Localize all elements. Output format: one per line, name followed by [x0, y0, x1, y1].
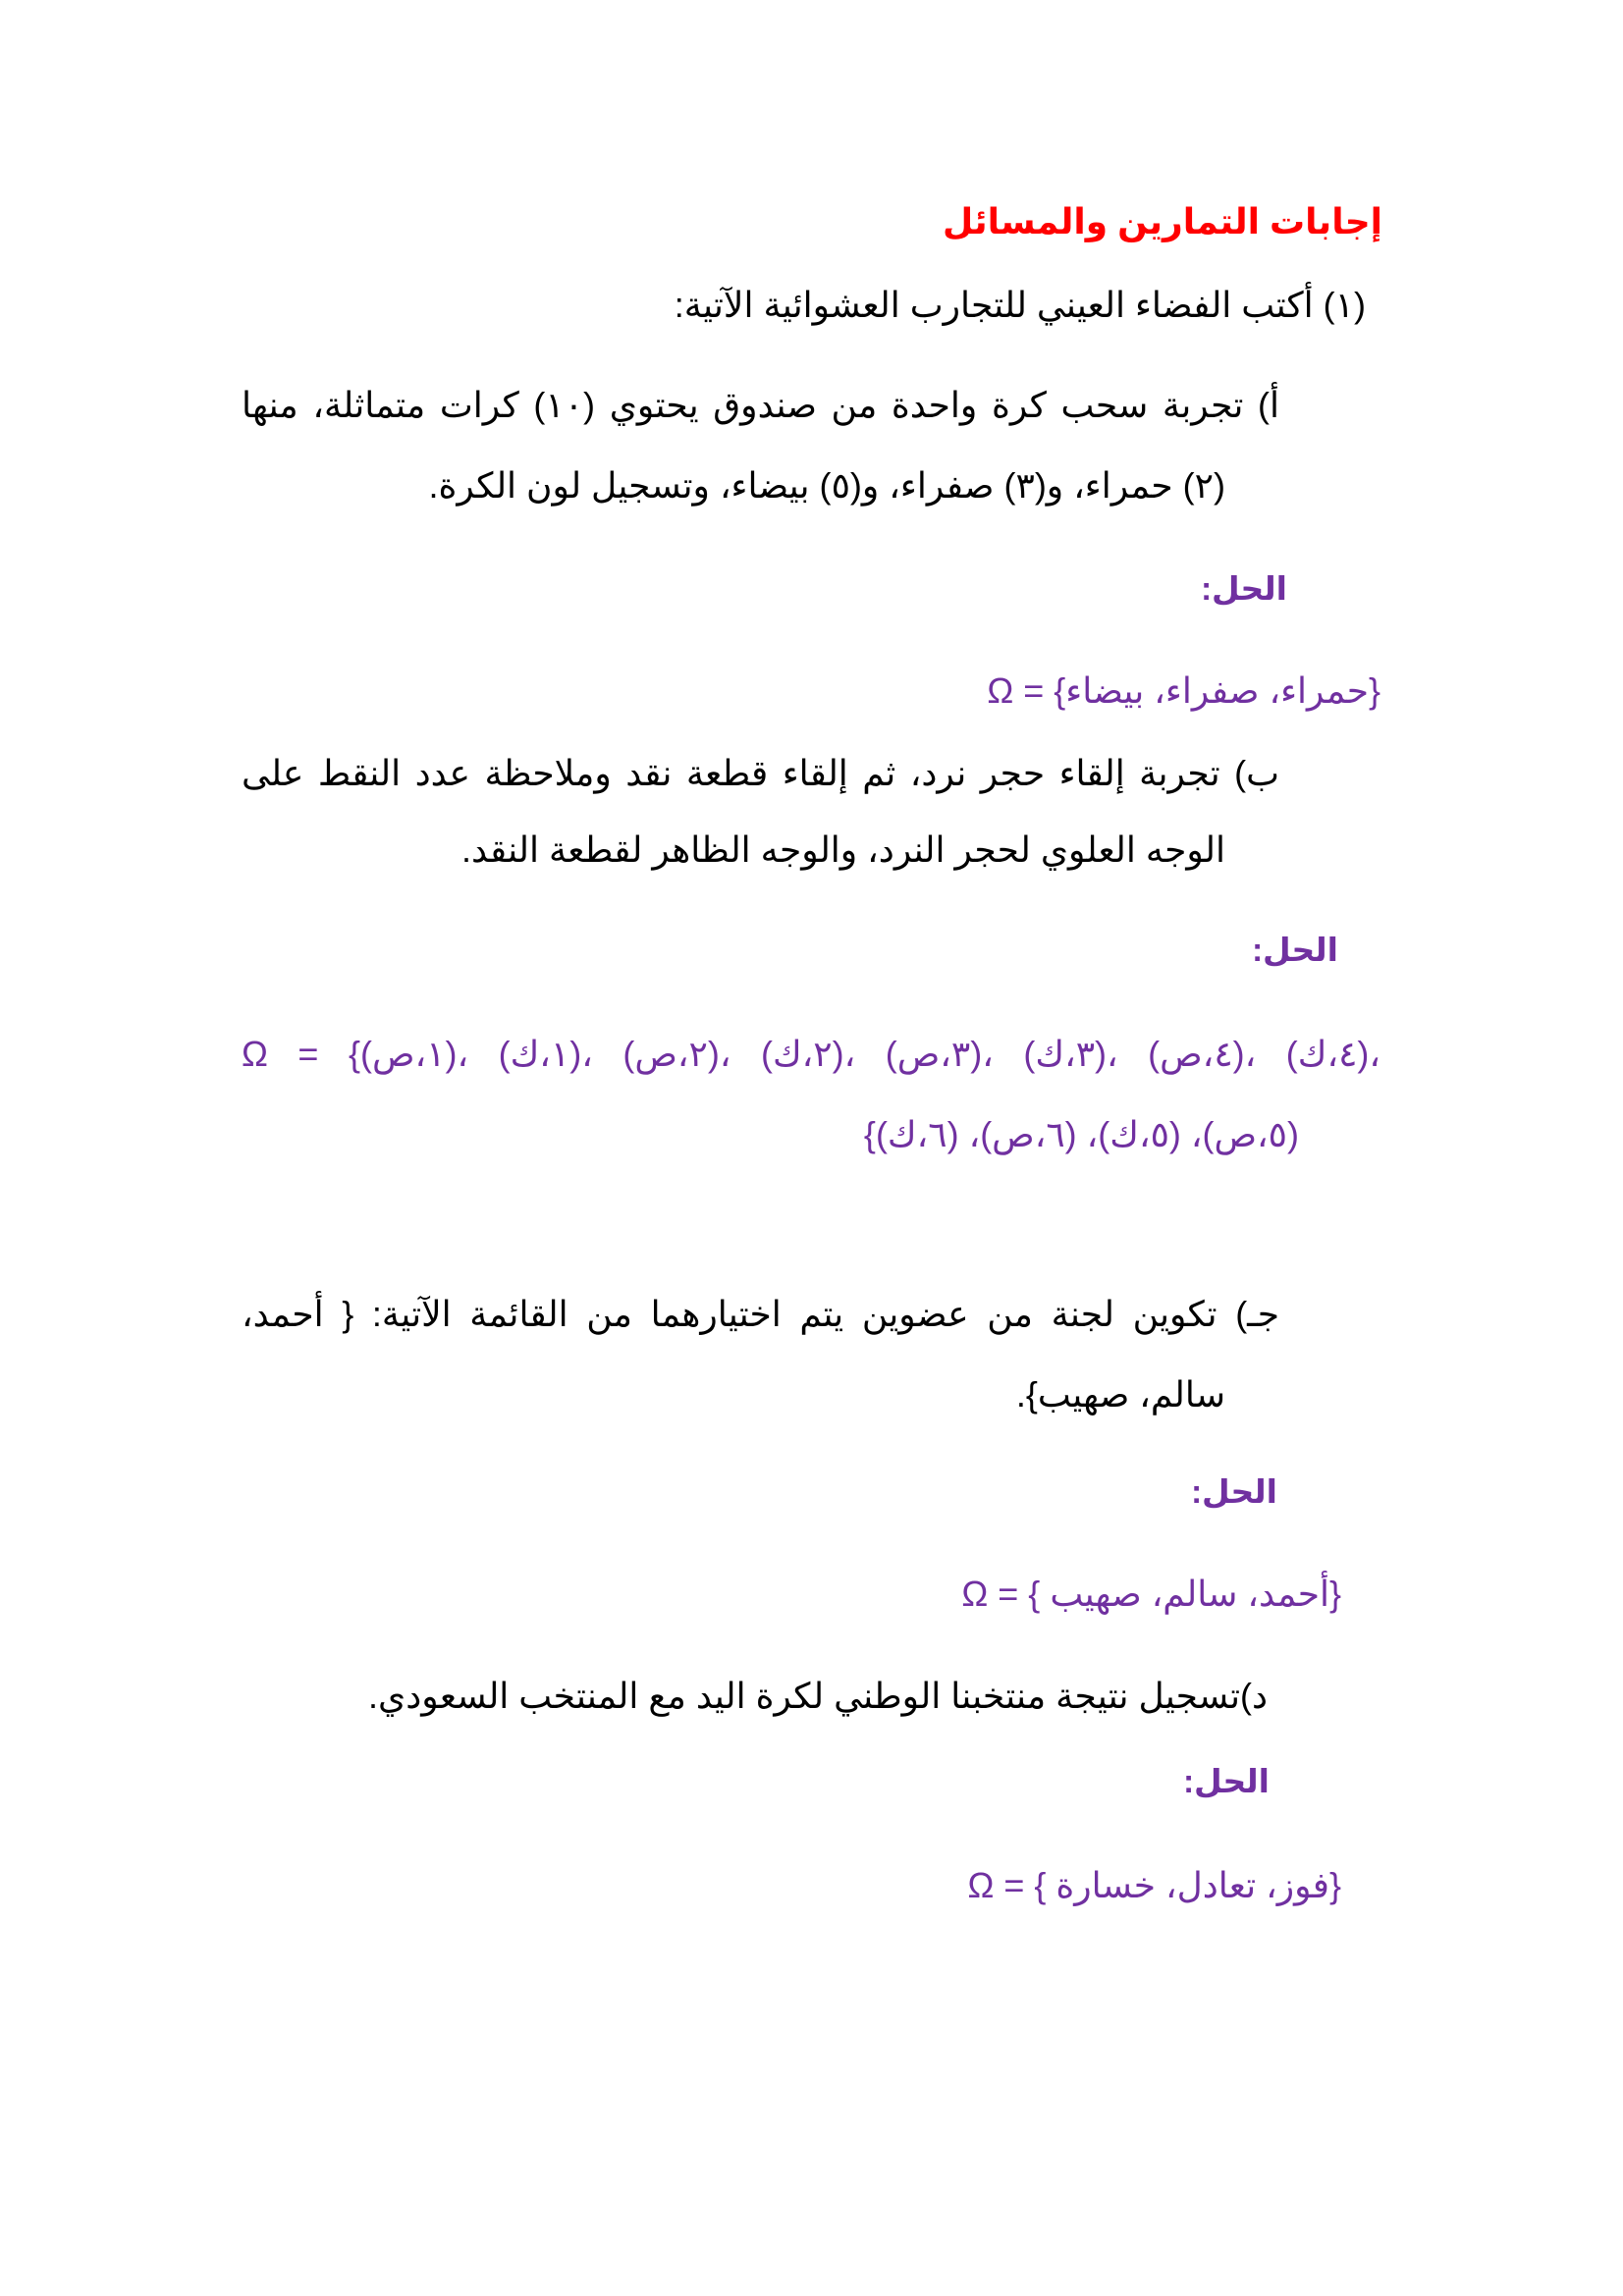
part-d-solution-label: الحل:: [1183, 1763, 1270, 1799]
part-b-line-1: ب) تجربة إلقاء حجر نرد، ثم إلقاء قطعة نقد وملاحظة عدد النقط على: [242, 753, 1279, 793]
part-b-line-2: الوجه العلوي لحجر النرد، والوجه الظاهر لقطعة النقد.: [461, 829, 1225, 870]
part-d-line-1: د)تسجيل نتيجة منتخبنا الوطني لكرة اليد مع المنتخب السعودي.: [368, 1676, 1268, 1716]
page-title: إجابات التمارين والمسائل: [942, 201, 1382, 241]
question-1-text: (١) أكتب الفضاء العيني للتجارب العشوائية الآتية:: [674, 285, 1366, 325]
part-b-solution-label: الحل:: [1252, 932, 1338, 968]
part-d-answer: Ω = { فوز، تعادل، خسارة}: [967, 1865, 1341, 1905]
part-c-line-2: سالم، صهيب}.: [1015, 1374, 1225, 1415]
part-c-line-1: جـ) تكوين لجنة من عضوين يتم اختيارهما من القائمة الآتية: { أحمد،: [242, 1294, 1279, 1334]
part-a-answer: Ω = {حمراء، صفراء، بيضاء}: [987, 670, 1380, 711]
part-a-line-1: أ) تجربة سحب كرة واحدة من صندوق يحتوي (١٠) كرات متماثلة، منها: [242, 385, 1279, 425]
part-a-line-2: (٢) حمراء، و(٣) صفراء، و(٥) بيضاء، وتسجيل لون الكرة.: [428, 465, 1225, 506]
part-b-answer-line-2: (٥،ص)، (٥،ك)، (٦،ص)، (٦،ك)}: [863, 1114, 1299, 1154]
part-a-solution-label: الحل:: [1201, 570, 1287, 607]
part-b-answer-line-1: Ω = {(١،ص)، (١،ك)، (٢،ص)، (٢،ك)، (٣،ص)، (٣،ك)، (٤،ص)، (٤،ك)،: [242, 1034, 1381, 1074]
part-c-solution-label: الحل:: [1191, 1473, 1277, 1510]
part-c-answer: Ω = { أحمد، سالم، صهيب}: [961, 1574, 1341, 1614]
